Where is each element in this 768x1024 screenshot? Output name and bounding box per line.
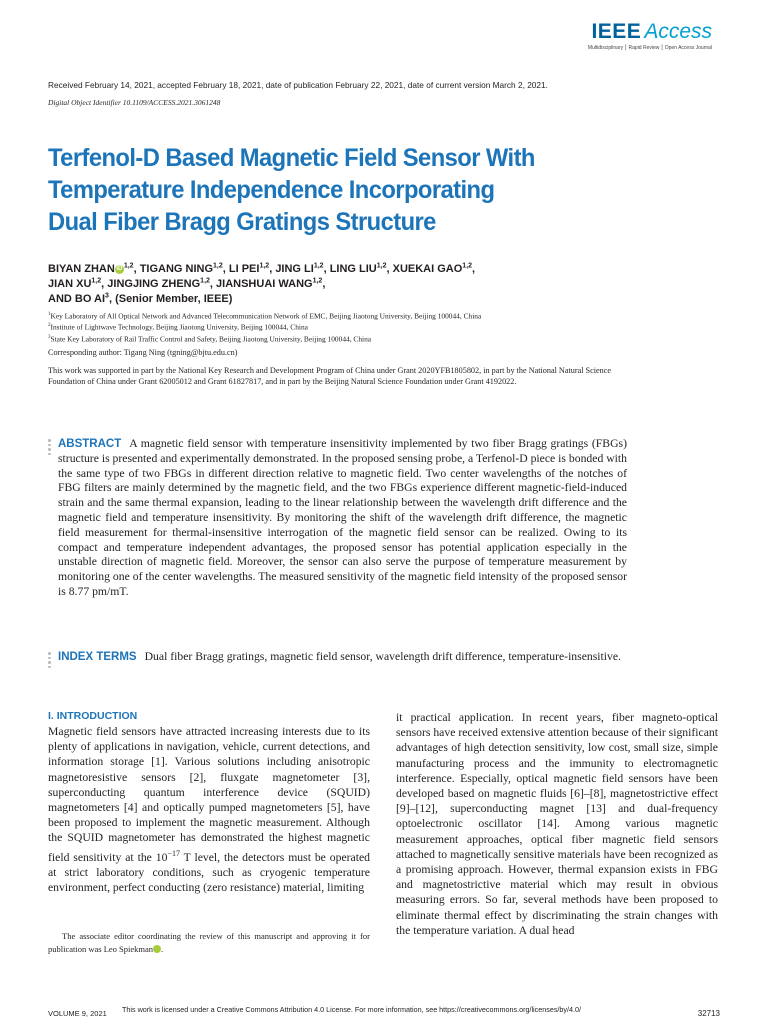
affiliation: $^1$Key Laboratory of All Optical Network and Advanced Telecommunication Network of EMC, Beijing Jiaotong University, Beijing 100044, China [48,311,482,321]
logo-brand: IEEE [591,20,642,43]
author-name: TIGANG NING [139,263,214,275]
doi-line: Digital Object Identifier 10.1109/ACCESS.2021.3061248 [48,98,221,107]
title-line: Dual Fiber Bragg Gratings Structure [48,208,436,236]
orcid-icon[interactable]: iD [153,945,161,953]
author-name: JIANSHUAI WANG [216,278,313,290]
index-terms-text: Dual fiber Bragg gratings, magnetic field sensor, wavelength drift difference, temperature-insensitive. [144,650,621,663]
logo-tagline: Multidisciplinary ⎮ Rapid Review ⎮ Open Access Journal [587,45,712,51]
affiliation: $^2$Institute of Lightwave Technology, Beijing Jiaotong University, Beijing 100044, China [48,322,308,332]
footer-volume: VOLUME 9, 2021 [48,1009,107,1018]
title-line: Terfenol-D Based Magnetic Field Sensor With [48,144,535,172]
logo-journal-name: Access [644,20,712,43]
orcid-icon[interactable]: iD [116,266,123,272]
funding-note: This work was supported in part by the National Key Research and Development Program of China under Grant 2020YFB1805802, in part by the National Natural Science Foundation of China under Grant 62005012 and Grant 61827817, and in part by the Beijing Natural Science Foundation under Grant 4192022. [48,366,611,386]
editor-footnote: The associate editor coordinating the review of this manuscript and approving it for publication was Leo Spiekman iD. [48,931,370,954]
index-terms-label: INDEX TERMS [58,651,137,663]
author-name: LING LIU [329,263,377,275]
right-column [396,710,718,938]
journal-logo [588,20,712,51]
author-name: JINGJING ZHENG [107,278,201,290]
abstract [58,437,627,600]
left-column [48,710,370,895]
author-name: BIYAN ZHAN [48,263,115,275]
affiliation: $^3$State Key Laboratory of Rail Traffic Control and Safety, Beijing Jiaotong University, Beijing 100044, China [48,334,372,344]
index-terms-marker [48,652,52,670]
author-name: XUEKAI GAO [392,263,463,275]
body-paragraph: Magnetic field sensors have attracted increasing interests due to its plenty of applications in navigation, vehicle, current detections, and information storage [1]. Various solutions including anisotropic magnetoresistive sensors [2], fluxgate magnetometer [3], superconducting quantum interference device (SQUID) magnetometers [4] and optically pumped magnetometers [5], have been proposed to implement the magnetic measurement. Although the SQUID magnetometer has demonstrated the highest magnetic field sensitivity at the $10^{-17}$ T level, the detectors must be operated at strict laboratory conditions, such as cryogenic temperature environment, perfect conducting (zero resistance) material, limiting [48,725,370,894]
abstract-marker [48,439,52,457]
page-number: 32713 [697,1009,720,1018]
abstract-text: A magnetic field sensor with temperature insensitivity implemented by two fiber Bragg gratings (FBGs) structure is presented and experimentally demonstrated. In the proposed sensing probe, a Terfenol-D piece is bonded with the same type of two FBGs in different direction relative to magnetic field. Two center wavelengths of the notches of FBG filters are mainly determined by the magnetic field, and the two FBGs experience different magnetic-field-induced strain and the same thermal expansion, leading to the linear relationship between the wavelength drift difference and the magnetic field and temperature insensitivity. By monitoring the shift of the wavelength drift difference, the magnetic field measurement for thermal-insensitive interrogation of the magnetic field sensor can be realized. Owing to its compact and temperature independent advantages, the proposed sensor has potential application especially in the unstable direction of magnetic field. Moreover, the sensor can also serve the purpose of temperature measurement by monitoring one of the center wavelengths. The measured sensitivity of the magnetic field intensity of the proposed sensor is 8.77 pm/mT. [58,437,627,598]
affiliations [48,310,668,344]
author-name: LI PEI [228,263,260,275]
author-name: AND BO AI [48,293,106,305]
author-list: BIYAN ZHAN iD $^{1,2}$, TIGANG NING$^{1,2}$, LI PEI$^{1,2}$, JING LI$^{1,2}$, LING LIU$^{1,2}$, XUEKAI GAO$^{1,2}$, JIAN XU$^{1,2}$, JINGJING ZHENG$^{1,2}$, JIANSHUAI WANG$^{1,2}$, AND BO $AI^3$, (Senior Member, IEEE) [48,262,476,305]
footer-license: This work is licensed under a Creative Commons Attribution 4.0 License. For more information, see https://creativecommons.org/licenses/by/4.0/ [122,1005,582,1014]
abstract-label: ABSTRACT [58,438,122,450]
title-line: Temperature Independence Incorporating [48,176,495,204]
author-name: JING LI [275,263,314,275]
body-paragraph: it practical application. In recent years, fiber magneto-optical sensors have received extensive attention because of their significant advantages of high detection sensitivity, low cost, small size, simple manufacturing process and the immunity to electromagnetic interference. Especially, optical magnetic field sensors have been developed based on magnetic fluids [6]–[8], magnetostrictive effect [9]–[12], superconducting magnet [13] and dual-frequency optoelectronic oscillator [14]. Among various magnetic measurement approaches, optical fiber magnetic field sensors attached to magnetically sensitive materials have been recognized as a promising approach. However, thermal expansion exists in FBG and magnetostrictive material which may result in obvious measuring errors. So far, several methods have been proposed to eliminate thermal effect by discriminating the strain changes with the temperature variation. A dual head [396,711,718,937]
author-name: JIAN XU [48,278,92,290]
paper-title [48,142,618,238]
corresponding-author: Corresponding author: Tigang Ning (tgning@bjtu.edu.cn) [48,348,238,357]
section-heading: I. INTRODUCTION [48,710,138,722]
received-dates: Received February 14, 2021, accepted February 18, 2021, date of publication February 22, 2021, date of current version March 2, 2021. [48,80,548,90]
index-terms [58,650,627,665]
